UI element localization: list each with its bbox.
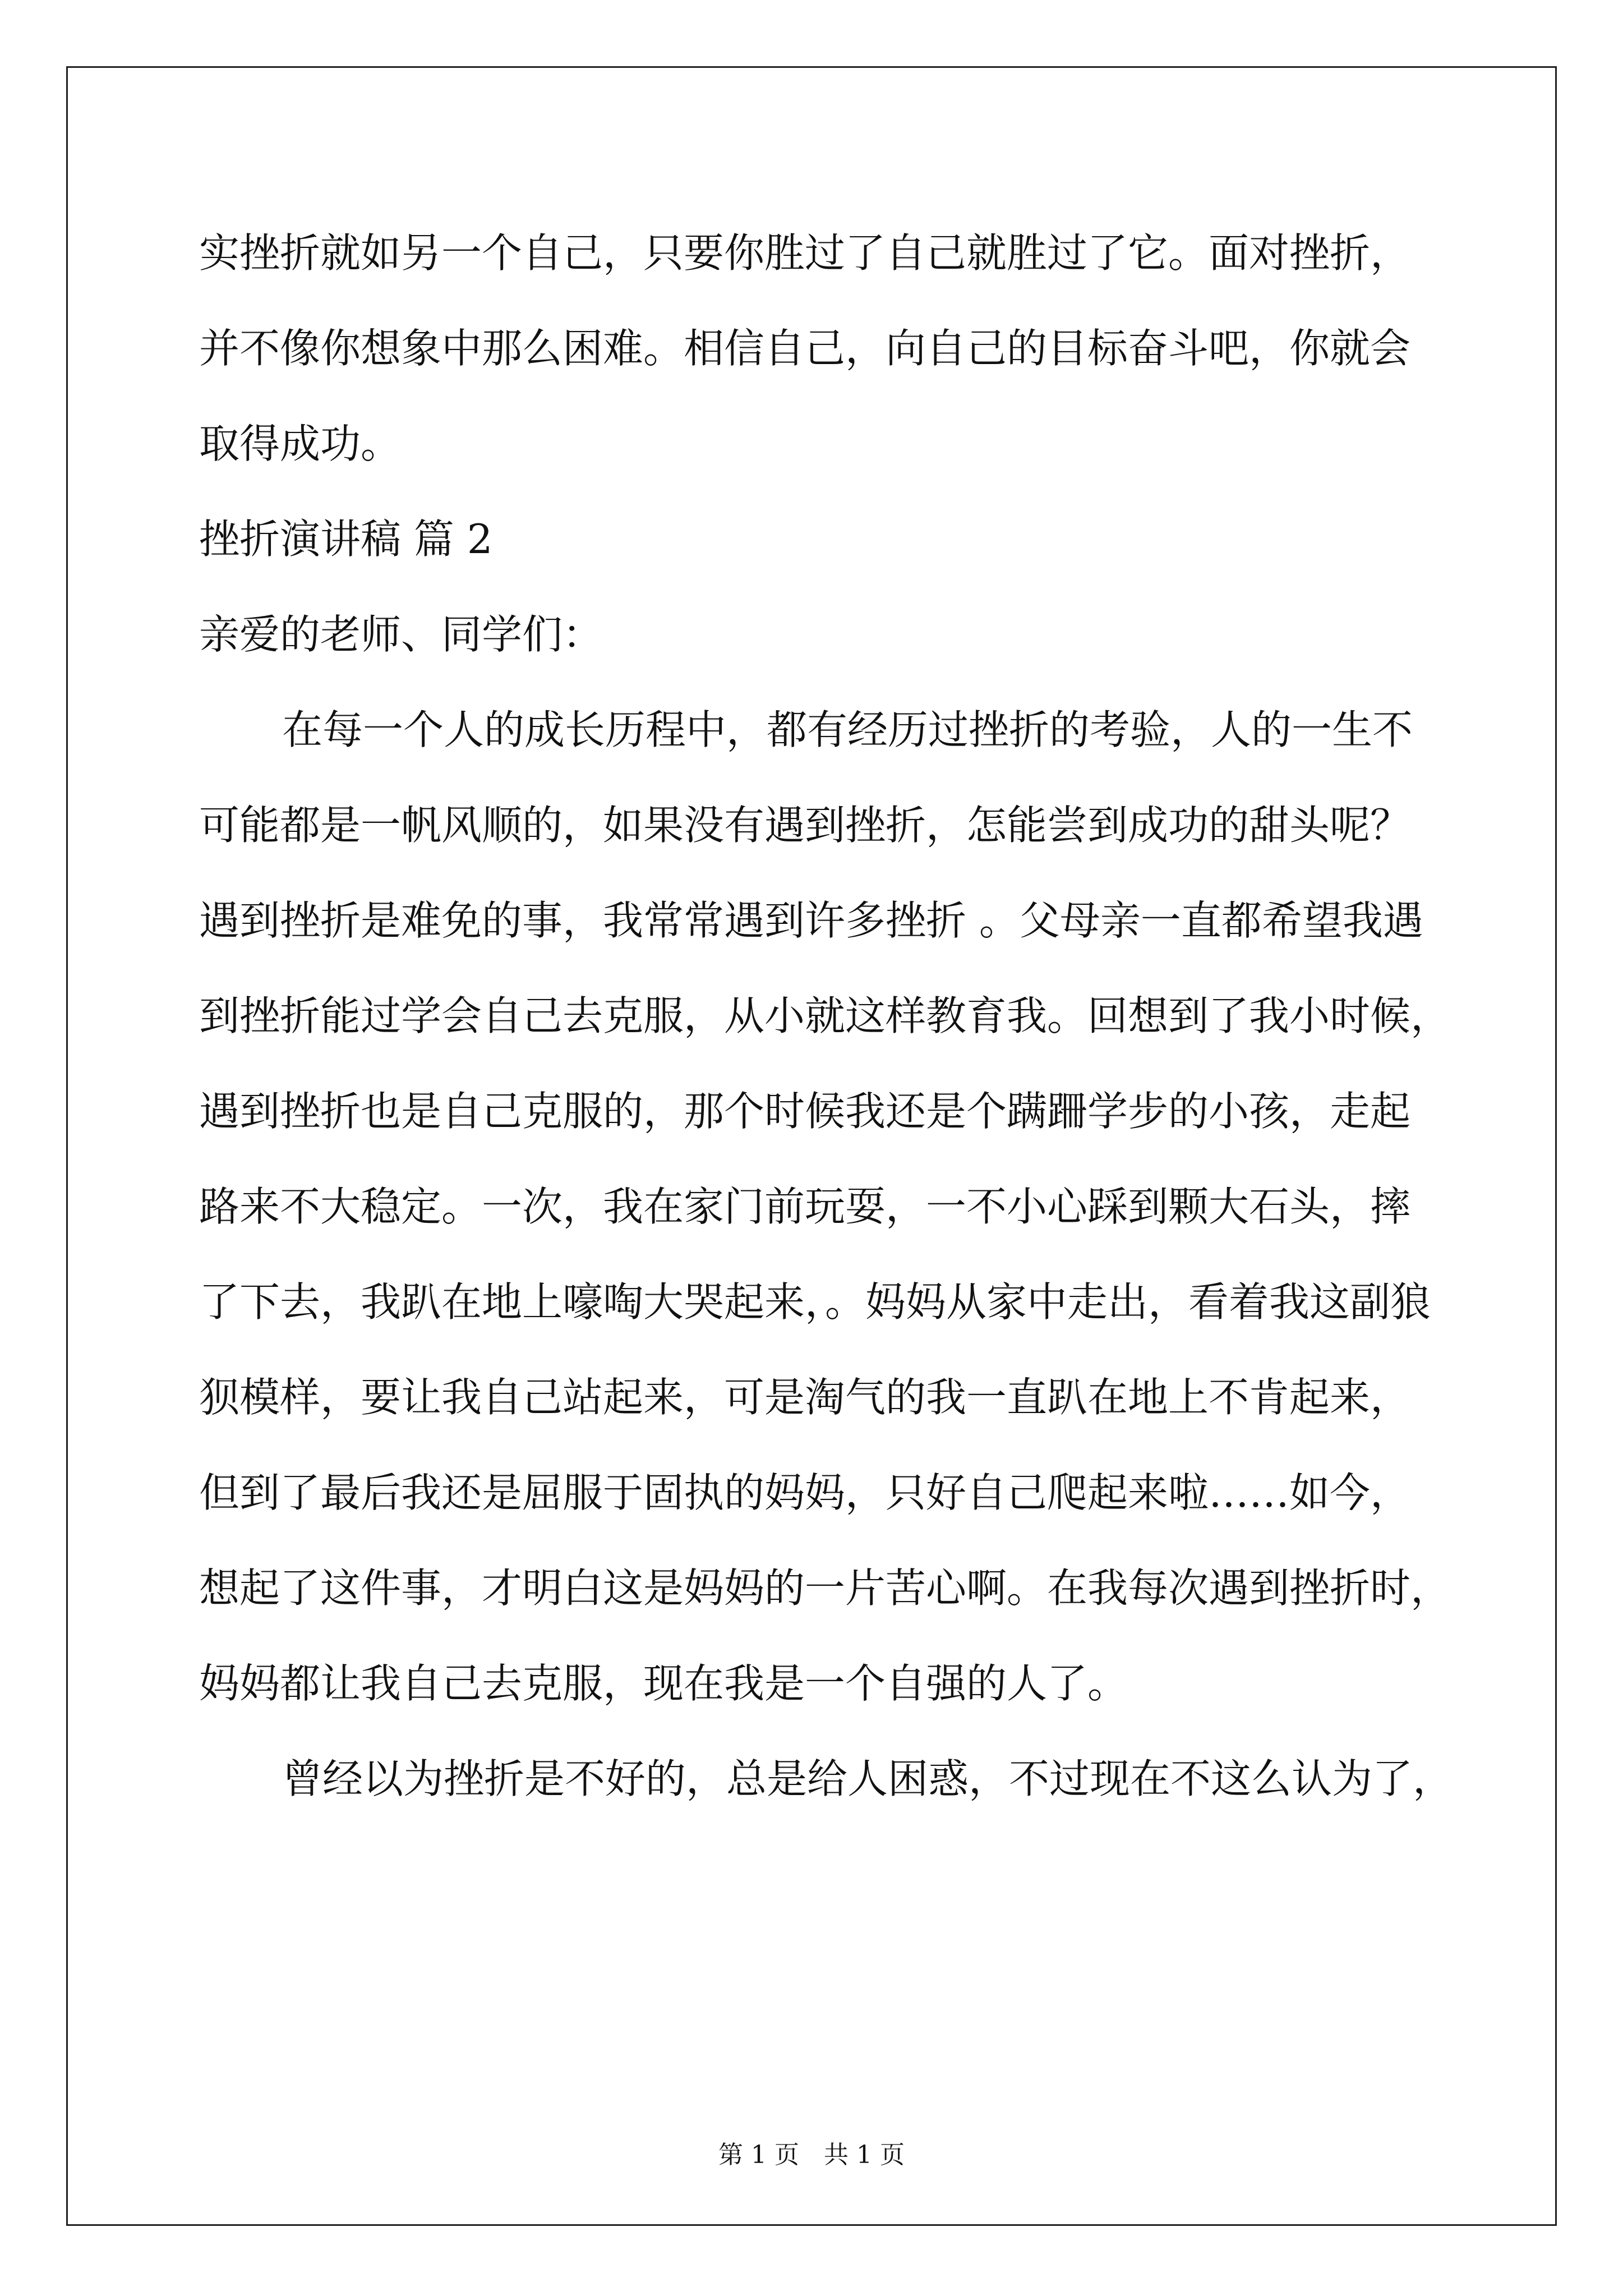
paragraph-start: 曾经以为挫折是不好的，总是给人困惑，不过现在不这么认为了， bbox=[282, 1755, 1454, 1802]
text-line: 取得成功。 bbox=[199, 420, 402, 467]
text-line: 实挫折就如另一个自己，只要你胜过了自己就胜过了它。面对挫折， bbox=[199, 229, 1411, 277]
page-number: 第 1 页 共 1 页 bbox=[718, 2141, 905, 2169]
text-line: 到挫折能过学会自己去克服，从小就这样教育我。回想到了我小时候， bbox=[199, 992, 1451, 1039]
section-heading: 挫折演讲稿 篇 2 bbox=[199, 516, 493, 563]
text-line: 路来不大稳定。一次，我在家门前玩耍，一不小心踩到颗大石头，摔 bbox=[199, 1183, 1411, 1230]
text-line: 但到了最后我还是屈服于固执的妈妈，只好自己爬起来啦……如今， bbox=[199, 1469, 1411, 1516]
text-line: 狈模样，要让我自己站起来，可是淘气的我一直趴在地上不肯起来， bbox=[199, 1374, 1411, 1421]
salutation: 亲爱的老师、同学们： bbox=[199, 611, 603, 658]
text-line: 妈妈都让我自己去克服，现在我是一个自强的人了。 bbox=[199, 1660, 1128, 1707]
text-line: 想起了这件事，才明白这是妈妈的一片苦心啊。在我每次遇到挫折时， bbox=[199, 1565, 1451, 1612]
text-line: 并不像你想象中那么困难。相信自己，向自己的目标奋斗吧，你就会 bbox=[199, 325, 1411, 372]
text-line: 了下去，我趴在地上嚎啕大哭起来，。妈妈从家中走出，看着我这副狼 bbox=[199, 1278, 1431, 1326]
text-line: 遇到挫折也是自己克服的，那个时候我还是个蹒跚学步的小孩，走起 bbox=[199, 1088, 1411, 1135]
page-frame bbox=[66, 66, 1557, 2226]
paragraph-start: 在每一个人的成长历程中，都有经历过挫折的考验，人的一生不 bbox=[282, 706, 1413, 753]
text-line: 可能都是一帆风顺的，如果没有遇到挫折，怎能尝到成功的甜头呢？ bbox=[199, 802, 1411, 849]
text-line: 遇到挫折是难免的事，我常常遇到许多挫折 。父母亲一直都希望我遇 bbox=[199, 897, 1423, 944]
